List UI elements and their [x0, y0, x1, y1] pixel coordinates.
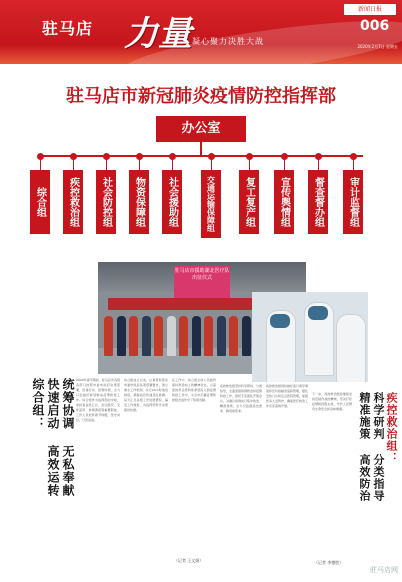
office-connector — [200, 142, 202, 156]
photo-person — [242, 316, 251, 356]
page-title: 驻马店市新冠肺炎疫情防控指挥部 — [66, 86, 336, 107]
photo-person — [204, 316, 213, 356]
date-line: 2020年2月7日 星期五 — [357, 44, 398, 49]
page-number: 006 — [360, 18, 390, 34]
headline-left-b: 快速启动 高效运转 — [46, 378, 60, 497]
group-box: 交通运输保障组 — [201, 170, 221, 238]
photo-person — [167, 316, 176, 356]
group-connector — [318, 157, 319, 170]
headline-right-c: 精准施策 高效防治 — [358, 392, 371, 502]
masthead-slogan: 凝心聚力决胜大战 — [192, 37, 264, 46]
masthead-title: 力量 — [124, 14, 192, 54]
group-connector — [172, 157, 173, 170]
medic-suit — [336, 314, 366, 382]
medic-visor — [308, 306, 328, 320]
photo-person — [129, 316, 138, 356]
photo-person — [117, 316, 126, 356]
photo-person — [142, 316, 151, 356]
office-box: 办公室 — [156, 116, 246, 142]
body-col-4: 疾控救治组坚持科学研判、分类指导，全面加强病例救治和疫情防控工作，组织专家团队开展会诊，对确诊病例实行集中收治，精准施策，全力以赴提高治愈率、降低病死率。 — [220, 384, 262, 413]
signature-right: （记者 李德胜） — [314, 560, 344, 565]
photo-person — [192, 316, 201, 356]
group-connector — [284, 157, 285, 170]
group-connector — [211, 157, 212, 170]
photo-person — [179, 316, 188, 356]
group-box: 社会防控组 — [96, 170, 116, 234]
photo-person — [104, 316, 113, 356]
group-connector — [106, 157, 107, 170]
photo-person — [229, 316, 238, 356]
headline-right-a: 疾控救治组： — [385, 392, 398, 464]
group-connector — [353, 157, 354, 170]
medic-visor — [270, 314, 290, 328]
headline-left-c: 统筹协调 无私奉献 — [61, 378, 75, 497]
footer-logo: 驻马店网 — [370, 566, 398, 574]
photo-person — [217, 316, 226, 356]
headline-left-a: 综合组： — [31, 378, 45, 430]
group-box: 宣传舆情组 — [274, 170, 294, 234]
body-col-5: 疾控救治组同时做好流行病学调查和密切接触者追踪管理，强化发热门诊和定点医院管理，加强医务人员防护，确保医疗救治工作有序高效开展。 — [266, 384, 308, 408]
body-col-6: 下一步，疾控救治组将继续发扬连续作战的精神，坚决打好疫情防控阻击战，守护人民群众生命安全和身体健康。 — [312, 392, 352, 411]
photo-sign: 驻马店市援助湖北医疗队出征仪式 — [174, 266, 230, 300]
body-col-2: 综合组成立以来，认真贯彻落实市委市政府各项部署要求，建立健全工作机制，实行24小时值班制度，确保信息传递及时准确。每天汇总各组工作进展情况，编发工作简报，为指挥部科学决策提供依据。 — [124, 378, 168, 412]
group-box: 综合组 — [30, 170, 50, 234]
group-box: 督查督办组 — [308, 170, 328, 234]
group-connector — [73, 157, 74, 170]
group-box: 物资保障组 — [129, 170, 149, 234]
body-col-1: 2020年春节期间，驻马店市各级各部门按照市委市政府决策部署，迅速行动、统筹协调，全力以赴做好新冠肺炎疫情防控工作。综合组作为指挥部的中枢，承担着信息汇总、会议组织、文件起草、协调调度等重要职能，工作人员放弃春节休假，坚守岗位，日夜奋战。 — [76, 378, 120, 422]
group-box: 疾控救治组 — [63, 170, 83, 234]
photo-person — [154, 316, 163, 356]
masthead — [0, 0, 402, 64]
signature-left: （记者 王文娟） — [174, 558, 204, 563]
group-connector — [139, 157, 140, 170]
group-connector — [40, 157, 41, 170]
body-col-3: 在工作中，综合组全体人员始终保持昂扬向上的精神状态，以高度的责任感和使命感投入到疫情防控工作中，为全市打赢疫情防控阻击战作出了积极贡献。 — [172, 378, 216, 402]
page-tag: 新闻日报 — [344, 4, 396, 15]
group-box: 社会援助组 — [162, 170, 182, 234]
masthead-city: 驻马店 — [42, 19, 94, 38]
group-box: 复工复产组 — [239, 170, 259, 234]
group-box: 审计监督组 — [343, 170, 363, 234]
group-connector — [249, 157, 250, 170]
headline-right-b: 科学研判 分类指导 — [372, 392, 385, 502]
medic-photo — [252, 292, 368, 382]
